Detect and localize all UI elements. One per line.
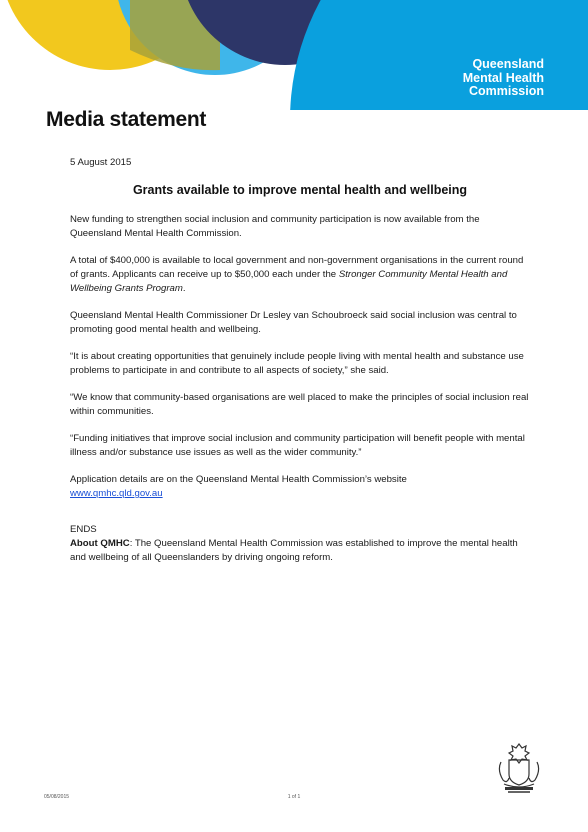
paragraph-2 <box>70 254 530 296</box>
org-name-line-3: Commission <box>468 84 544 98</box>
about-label: About QMHC <box>70 538 130 549</box>
page-number: 1 of 1 <box>287 794 301 800</box>
headline: Grants available to improve mental health and wellbeing <box>132 183 468 197</box>
paragraph-4: “It is about creating opportunities that genuinely include people living with mental health and substance use problems to participate in and contribute to all aspects of society,” she said. <box>70 351 524 376</box>
paragraph-2-start: A total of $400,000 is available to local government and non-government organisations in the current round of grants. Applicants can receive up to $50,000 each under the <box>70 255 524 280</box>
application-details: Application details are on the Queensland Mental Health Commission’s website <box>70 474 407 485</box>
ends-marker: ENDS <box>70 524 97 535</box>
about-text: : The Queensland Mental Health Commission was established to improve the mental health and wellbeing of all Queenslanders by driving ongoing reform. <box>70 538 518 563</box>
paragraph-2-end: . <box>182 283 186 294</box>
website-link[interactable]: www.qmhc.qld.gov.au <box>70 488 163 499</box>
date: 5 August 2015 <box>70 157 132 168</box>
queensland-crest-icon <box>492 738 546 796</box>
document-body <box>70 156 530 578</box>
org-name-line-2: Mental Health <box>462 70 544 85</box>
paragraph-5: “We know that community-based organisations are well placed to make the principles of social inclusion real within communities. <box>70 392 529 417</box>
footer-date: 05/08/2015 <box>44 794 70 800</box>
document-type: Media statement <box>46 108 207 131</box>
paragraph-6: “Funding initiatives that improve social inclusion and community participation will benefit people with mental illness and/or substance use issues as well as the wider community.” <box>70 433 525 458</box>
about-paragraph <box>70 537 530 565</box>
org-name <box>463 58 544 99</box>
program-name: Stronger Community Mental Health and Wellbeing Grants Program <box>70 269 508 294</box>
org-name-line-1: Queensland <box>472 57 544 71</box>
paragraph-1: New funding to strengthen social inclusion and community participation is now available from the Queensland Mental Health Commission. <box>70 214 480 239</box>
paragraph-3: Queensland Mental Health Commissioner Dr Lesley van Schoubroeck said social inclusion was central to promoting good mental health and wellbeing. <box>70 310 517 335</box>
paragraph-7 <box>70 473 530 501</box>
